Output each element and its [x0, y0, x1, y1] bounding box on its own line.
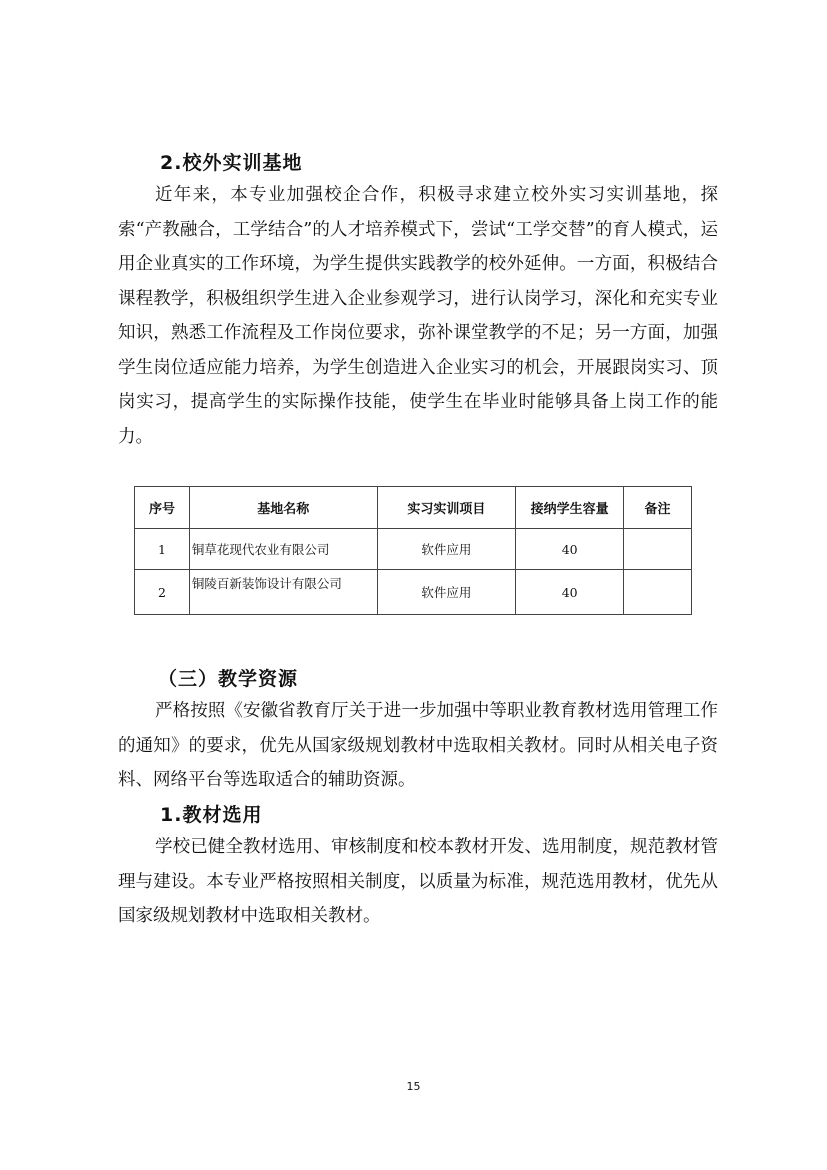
table-header-row [135, 487, 692, 529]
cell-capacity: 40 [516, 570, 624, 615]
paragraph-text: 学校已健全教材选用、审核制度和校本教材开发、选用制度，规范教材管理与建设。本专业严格按照相关制度，以质量为标准，规范选用教材，优先从国家级规划教材中选取相关教材。 [118, 837, 718, 926]
table-row [135, 529, 692, 570]
page-number: 15 [406, 1080, 421, 1093]
column-header-capacity: 接纳学生容量 [516, 487, 624, 529]
column-header-base-name: 基地名称 [189, 487, 377, 529]
paragraph-text: 近年来，本专业加强校企合作，积极寻求建立校外实习实训基地，探索“产教融合，工学结合”的人才培养模式下，尝试“工学交替”的育人模式，运用企业真实的工作环境，为学生提供实践教学的校外延伸。一方面，积极结合课程教学，积极组织学生进入企业参观学习，进行认岗学习，深化和充实专业知识，熟悉工作流程及工作岗位要求，弥补课堂教学的不足；另一方面，加强学生岗位适应能力培养，为学生创造进入企业实习的机会，开展跟岗实习、顶岗实习，提高学生的实际操作技能，使学生在毕业时能够具备上岗工作的能力。 [118, 185, 718, 447]
section-paragraph-off-campus-training [118, 178, 718, 454]
section-heading-off-campus-training-base: 2.校外实训基地 [160, 152, 303, 174]
cell-base-name: 铜草花现代农业有限公司 [189, 529, 377, 570]
table-row [135, 570, 692, 615]
cell-note [624, 570, 692, 615]
cell-index: 2 [135, 570, 190, 615]
column-header-training-project: 实习实训项目 [377, 487, 516, 529]
cell-training-project: 软件应用 [377, 529, 516, 570]
column-header-index: 序号 [135, 487, 190, 529]
section-paragraph-teaching-resources [118, 694, 718, 798]
paragraph-text: 严格按照《安徽省教育厅关于进一步加强中等职业教育教材选用管理工作的通知》的要求，优先从国家级规划教材中选取相关教材。同时从相关电子资料、网络平台等选取适合的辅助资源。 [118, 701, 718, 790]
subsection-paragraph-textbook-selection [118, 830, 718, 934]
cell-index: 1 [135, 529, 190, 570]
cell-training-project: 软件应用 [377, 570, 516, 615]
cell-base-name: 铜陵百新装饰设计有限公司 [189, 570, 377, 615]
subsection-heading-textbook-selection: 1.教材选用 [160, 804, 263, 826]
section-heading-teaching-resources: （三）教学资源 [158, 668, 299, 690]
column-header-note: 备注 [624, 487, 692, 529]
cell-capacity: 40 [516, 529, 624, 570]
cell-note [624, 529, 692, 570]
training-base-table [134, 486, 692, 615]
